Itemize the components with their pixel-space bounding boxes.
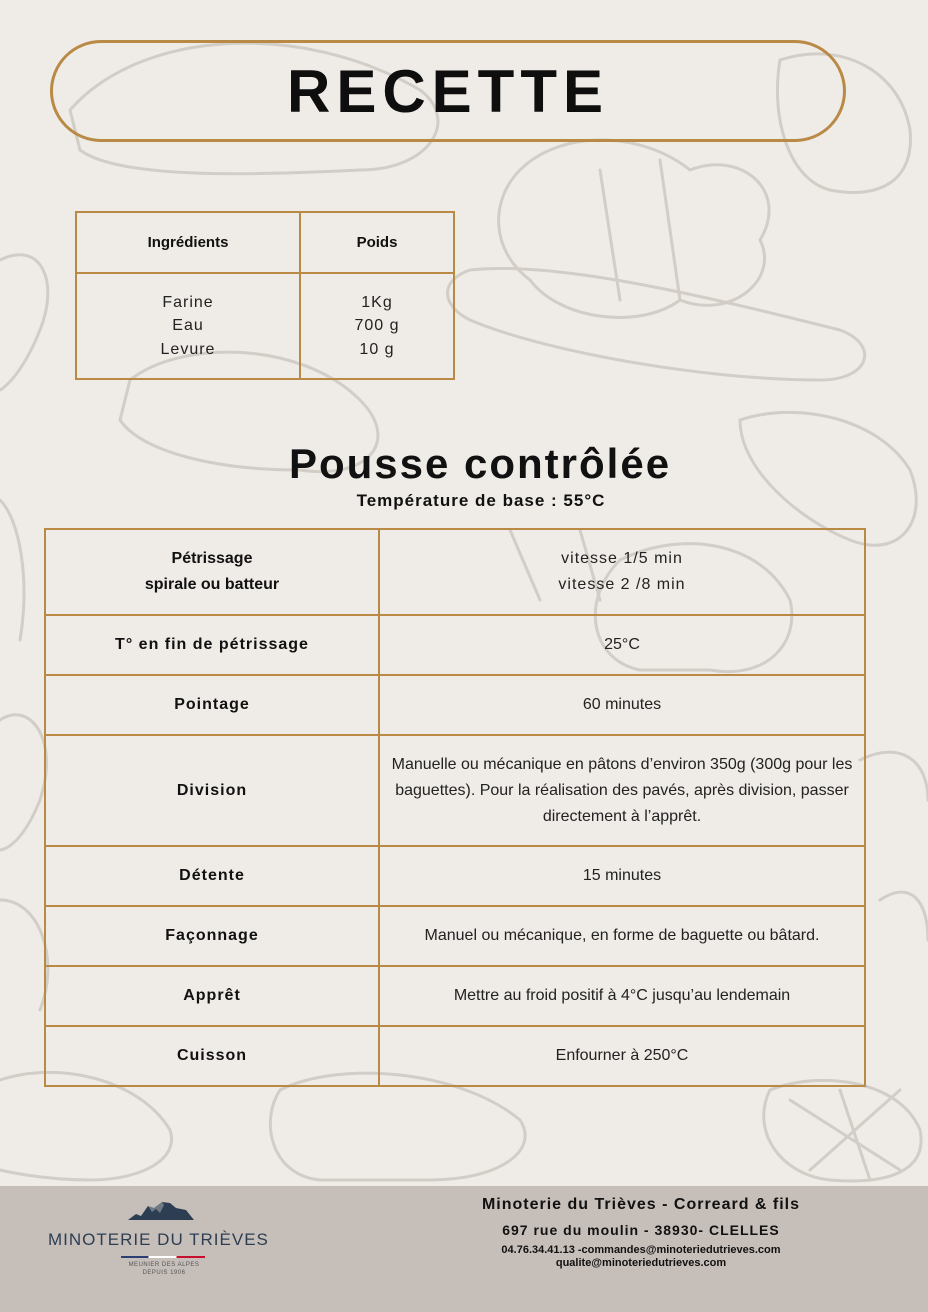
mountain-logo-icon (128, 1198, 194, 1226)
section-subtitle: Température de base : 55°C (356, 491, 606, 510)
logo-wordmark: MINOTERIE DU TRIÈVES (48, 1230, 269, 1249)
section-title: Pousse contrôlée (288, 440, 672, 487)
table-row (76, 273, 454, 379)
table-row (45, 906, 865, 966)
steps-table (44, 528, 866, 1087)
ingredient-name: Farine (162, 293, 214, 311)
ingredient-weights-cell (300, 273, 454, 379)
company-name: Minoterie du Trièves - Correard & fils (481, 1196, 801, 1213)
ingredient-name: Eau (172, 317, 204, 335)
step-label-temperature: T° en fin de pétrissage (45, 615, 379, 675)
ingredient-names-cell (76, 273, 300, 379)
ingredient-weight: 700 g (354, 317, 400, 335)
step-label-faconnage: Façonnage (45, 906, 379, 966)
step-label-cuisson: Cuisson (45, 1026, 379, 1086)
ingredient-weight: 10 g (359, 340, 395, 358)
step-label-division: Division (45, 735, 379, 846)
company-contact-email: qualite@minoteriedutrieves.com (555, 1257, 727, 1269)
table-row (45, 966, 865, 1026)
table-row (45, 529, 865, 615)
step-label-pointage: Pointage (45, 675, 379, 735)
ingredients-table (75, 211, 455, 380)
table-row (45, 735, 865, 846)
step-value-temperature: 25°C (379, 615, 865, 675)
step-value-detente: 15 minutes (379, 846, 865, 906)
step-label-appret: Apprêt (45, 966, 379, 1026)
column-header-weight: Poids (300, 212, 454, 273)
company-address: 697 rue du moulin - 38930- CLELLES (502, 1222, 780, 1238)
company-info (445, 1195, 837, 1270)
table-row (45, 615, 865, 675)
table-row (45, 846, 865, 906)
title-banner (50, 40, 846, 142)
logo-since: DEPUIS 1906 (142, 1270, 186, 1276)
table-header-row (76, 212, 454, 273)
table-row (45, 1026, 865, 1086)
footer (0, 1186, 928, 1312)
step-label-line: spirale ou batteur (144, 576, 280, 593)
step-value-petrissage (379, 529, 865, 615)
column-header-ingredients: Ingrédients (76, 212, 300, 273)
step-label-detente: Détente (45, 846, 379, 906)
step-value-line: vitesse 2 /8 min (558, 576, 686, 593)
company-contact-phone-email: 04.76.34.41.13 -commandes@minoteriedutrieves.com (501, 1244, 781, 1256)
step-value-pointage: 60 minutes (379, 675, 865, 735)
table-row (45, 675, 865, 735)
step-value-appret: Mettre au froid positif à 4°C jusqu’au lendemain (379, 966, 865, 1026)
step-label-line: Pétrissage (171, 550, 253, 567)
step-label-petrissage (45, 529, 379, 615)
ingredient-weight: 1Kg (361, 293, 393, 311)
step-value-cuisson: Enfourner à 250°C (379, 1026, 865, 1086)
step-value-faconnage: Manuel ou mécanique, en forme de baguette ou bâtard. (379, 906, 865, 966)
logo-tagline: MEUNIER DES ALPES (128, 1262, 200, 1268)
french-flag-stripe (121, 1256, 205, 1258)
page-title: RECETTE (286, 57, 610, 125)
step-value-division: Manuelle ou mécanique en pâtons d’environ 350g (300g pour les baguettes). Pour la réalisation des pavés, après division, passer directement à l’apprêt. (379, 735, 865, 846)
ingredient-name: Levure (160, 340, 216, 358)
step-value-line: vitesse 1/5 min (561, 550, 683, 567)
